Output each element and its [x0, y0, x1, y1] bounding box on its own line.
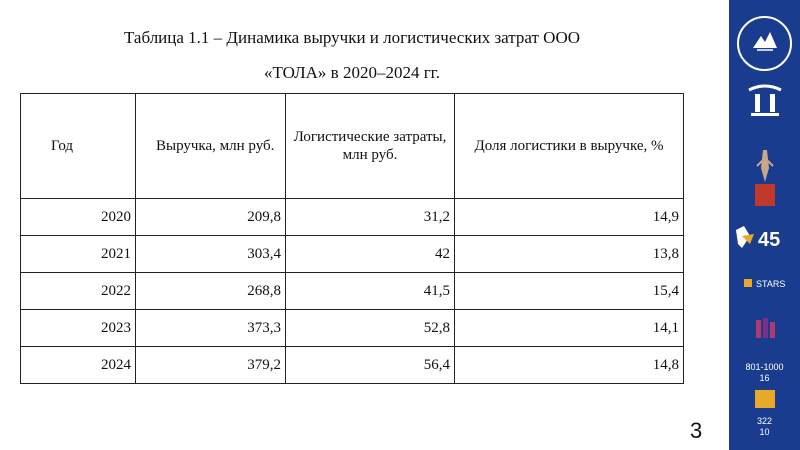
header-logistics-costs: Логистические затраты, млн руб. — [286, 94, 455, 199]
cell-logistics: 56,4 — [286, 347, 455, 384]
table-header-row — [21, 94, 684, 199]
cell-share: 14,9 — [455, 199, 684, 236]
table-row — [21, 273, 684, 310]
cell-share: 14,8 — [455, 347, 684, 384]
stars-label: STARS — [756, 279, 786, 289]
header-logistics-share: Доля логистики в выручке, % — [455, 94, 684, 199]
cell-logistics: 41,5 — [286, 273, 455, 310]
page-number: 3 — [690, 418, 703, 443]
ranking-badge-2-icon — [729, 390, 800, 413]
anniversary-45-badge — [729, 222, 800, 261]
column-emblem-icon — [729, 82, 800, 123]
ranking-badge-2-line2: 10 — [759, 427, 770, 437]
ranking-badge-1 — [729, 362, 800, 384]
anniversary-number: 45 — [757, 229, 780, 251]
figures-icon — [729, 314, 800, 349]
cell-revenue: 373,3 — [136, 310, 286, 347]
table-row — [21, 236, 684, 273]
ranking-badge-2 — [729, 416, 800, 438]
monument-icon — [729, 148, 800, 215]
header-revenue: Выручка, млн руб. — [136, 94, 286, 199]
cell-year: 2022 — [21, 273, 136, 310]
stars-badge — [729, 274, 800, 292]
cell-revenue: 209,8 — [136, 199, 286, 236]
table-row — [21, 199, 684, 236]
cell-revenue: 268,8 — [136, 273, 286, 310]
cell-logistics: 42 — [286, 236, 455, 273]
cell-year: 2023 — [21, 310, 136, 347]
cell-logistics: 31,2 — [286, 199, 455, 236]
cell-year: 2024 — [21, 347, 136, 384]
brand-sidebar — [729, 0, 800, 450]
table-caption-line2: «ТОЛА» в 2020–2024 гг. — [264, 63, 440, 82]
cell-share: 15,4 — [455, 273, 684, 310]
cell-revenue: 303,4 — [136, 236, 286, 273]
revenue-logistics-table — [20, 93, 684, 384]
cell-revenue: 379,2 — [136, 347, 286, 384]
cell-logistics: 52,8 — [286, 310, 455, 347]
header-year: Год — [21, 94, 136, 199]
table-row — [21, 347, 684, 384]
cell-share: 14,1 — [455, 310, 684, 347]
cell-year: 2021 — [21, 236, 136, 273]
university-seal-icon — [737, 16, 792, 71]
ranking-badge-2-line1: 322 — [756, 416, 773, 426]
table-caption-line1: Таблица 1.1 – Динамика выручки и логистических затрат ООО — [123, 28, 581, 47]
table-row — [21, 310, 684, 347]
ranking-badge-1-line2: 16 — [759, 373, 770, 383]
cell-share: 13,8 — [455, 236, 684, 273]
cell-year: 2020 — [21, 199, 136, 236]
ranking-badge-1-line1: 801-1000 — [745, 362, 784, 372]
